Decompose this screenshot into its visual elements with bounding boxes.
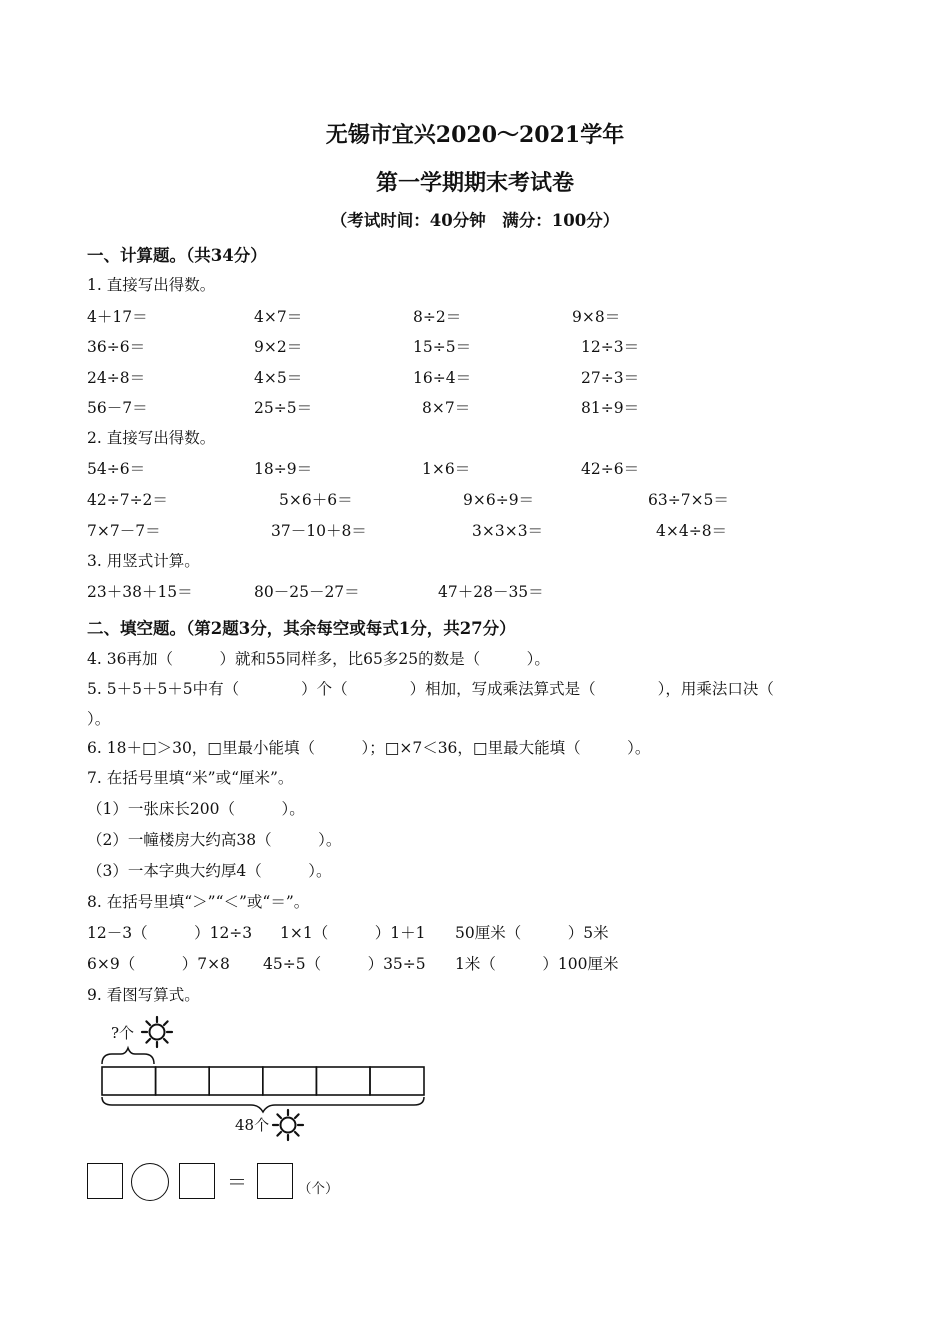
q3-item: 80－25－27＝ [254, 583, 360, 601]
exam-title-line2: 第一学期期末考试卷 [375, 170, 574, 196]
q1-item: 9×2＝ [254, 338, 303, 356]
q8-item: 1米（ ）100厘米 [455, 955, 619, 973]
segment-box [156, 1067, 210, 1095]
q1-item: 56－7＝ [87, 399, 148, 417]
q2-item: 4×4÷8＝ [656, 522, 728, 540]
q7-item: （1）一张床长200（ ）。 [87, 800, 305, 818]
q3-item: 47＋28－35＝ [438, 583, 544, 601]
q8-prompt: 8. 在括号里填“＞”“＜”或“＝”。 [87, 893, 310, 911]
section2-heading: 二、填空题。（第2题3分，其余每空或每式1分，共27分） [87, 619, 516, 638]
q7-prompt: 7. 在括号里填“米”或“厘米”。 [87, 769, 294, 787]
exam-title-line1: 无锡市宜兴2020～2021学年 [325, 122, 625, 148]
q2-prompt: 2. 直接写出得数。 [87, 429, 216, 447]
exam-info: （考试时间：40分钟 满分：100分） [330, 211, 620, 230]
q1-item: 4×5＝ [254, 369, 303, 387]
q1-item: 27÷3＝ [581, 369, 640, 387]
segment-diagram [95, 1012, 435, 1147]
q1-item: 24÷8＝ [87, 369, 146, 387]
q2-item: 9×6÷9＝ [463, 491, 535, 509]
q1-item: 15÷5＝ [413, 338, 472, 356]
q1-item: 16÷4＝ [413, 369, 472, 387]
q6-text: 6. 18＋□＞30，□里最小能填（ ）；□×7＜36，□里最大能填（ ）。 [87, 739, 651, 757]
q1-item: 4×7＝ [254, 308, 303, 326]
q1-item: 9×8＝ [572, 308, 621, 326]
answer-box-result[interactable] [257, 1163, 293, 1199]
sun-icon [142, 1017, 172, 1047]
q8-item: 50厘米（ ）5米 [455, 924, 609, 942]
q1-item: 25÷5＝ [254, 399, 313, 417]
q8-item: 45÷5（ ）35÷5 [263, 955, 426, 973]
q1-item: 36÷6＝ [87, 338, 146, 356]
q1-prompt: 1. 直接写出得数。 [87, 276, 216, 294]
q8-item: 1×1（ ）1＋1 [280, 924, 426, 942]
q4-text: 4. 36再加（ ）就和55同样多，比65多25的数是（ ）。 [87, 650, 550, 668]
q1-item: 4＋17＝ [87, 308, 148, 326]
section1-heading: 一、计算题。（共34分） [87, 246, 267, 265]
segment-box [316, 1067, 370, 1095]
q9-prompt: 9. 看图写算式。 [87, 986, 200, 1004]
q7-item: （3）一本字典大约厚4（ ）。 [87, 862, 332, 880]
total-brace [102, 1097, 424, 1112]
part-brace [102, 1048, 154, 1064]
segment-box [263, 1067, 317, 1095]
q1-item: 12÷3＝ [581, 338, 640, 356]
q5-text-line2: ）。 [87, 710, 111, 728]
q2-item: 42÷6＝ [581, 460, 640, 478]
q8-item: 6×9（ ）7×8 [87, 955, 230, 973]
q2-item: 63÷7×5＝ [648, 491, 729, 509]
answer-box-2[interactable] [179, 1163, 215, 1199]
q2-item: 1×6＝ [422, 460, 471, 478]
q2-item: 5×6＋6＝ [279, 491, 353, 509]
sun-icon [273, 1110, 303, 1140]
part-quantity-label: ?个 [111, 1024, 135, 1042]
unit-label: （个） [298, 1181, 339, 1197]
q1-item: 8×7＝ [422, 399, 471, 417]
q1-item: 8÷2＝ [413, 308, 462, 326]
q2-item: 42÷7÷2＝ [87, 491, 168, 509]
segment-box [370, 1067, 424, 1095]
q1-item: 81÷9＝ [581, 399, 640, 417]
equals-sign: ＝ [227, 1170, 247, 1194]
operator-circle[interactable] [131, 1163, 169, 1201]
q7-item: （2）一幢楼房大约高38（ ）。 [87, 831, 342, 849]
q2-item: 18÷9＝ [254, 460, 313, 478]
q3-prompt: 3. 用竖式计算。 [87, 552, 200, 570]
q2-item: 3×3×3＝ [472, 522, 544, 540]
answer-box-1[interactable] [87, 1163, 123, 1199]
q5-text-line1: 5. 5＋5＋5＋5中有（ ）个（ ）相加，写成乘法算式是（ ），用乘法口决（ [87, 680, 774, 698]
q8-item: 12－3（ ）12÷3 [87, 924, 253, 942]
q2-item: 37－10＋8＝ [271, 522, 367, 540]
segment-box [209, 1067, 263, 1095]
q2-item: 54÷6＝ [87, 460, 146, 478]
total-quantity-label: 48个 [235, 1116, 270, 1134]
segment-box [102, 1067, 156, 1095]
q3-item: 23＋38＋15＝ [87, 583, 193, 601]
q2-item: 7×7－7＝ [87, 522, 161, 540]
